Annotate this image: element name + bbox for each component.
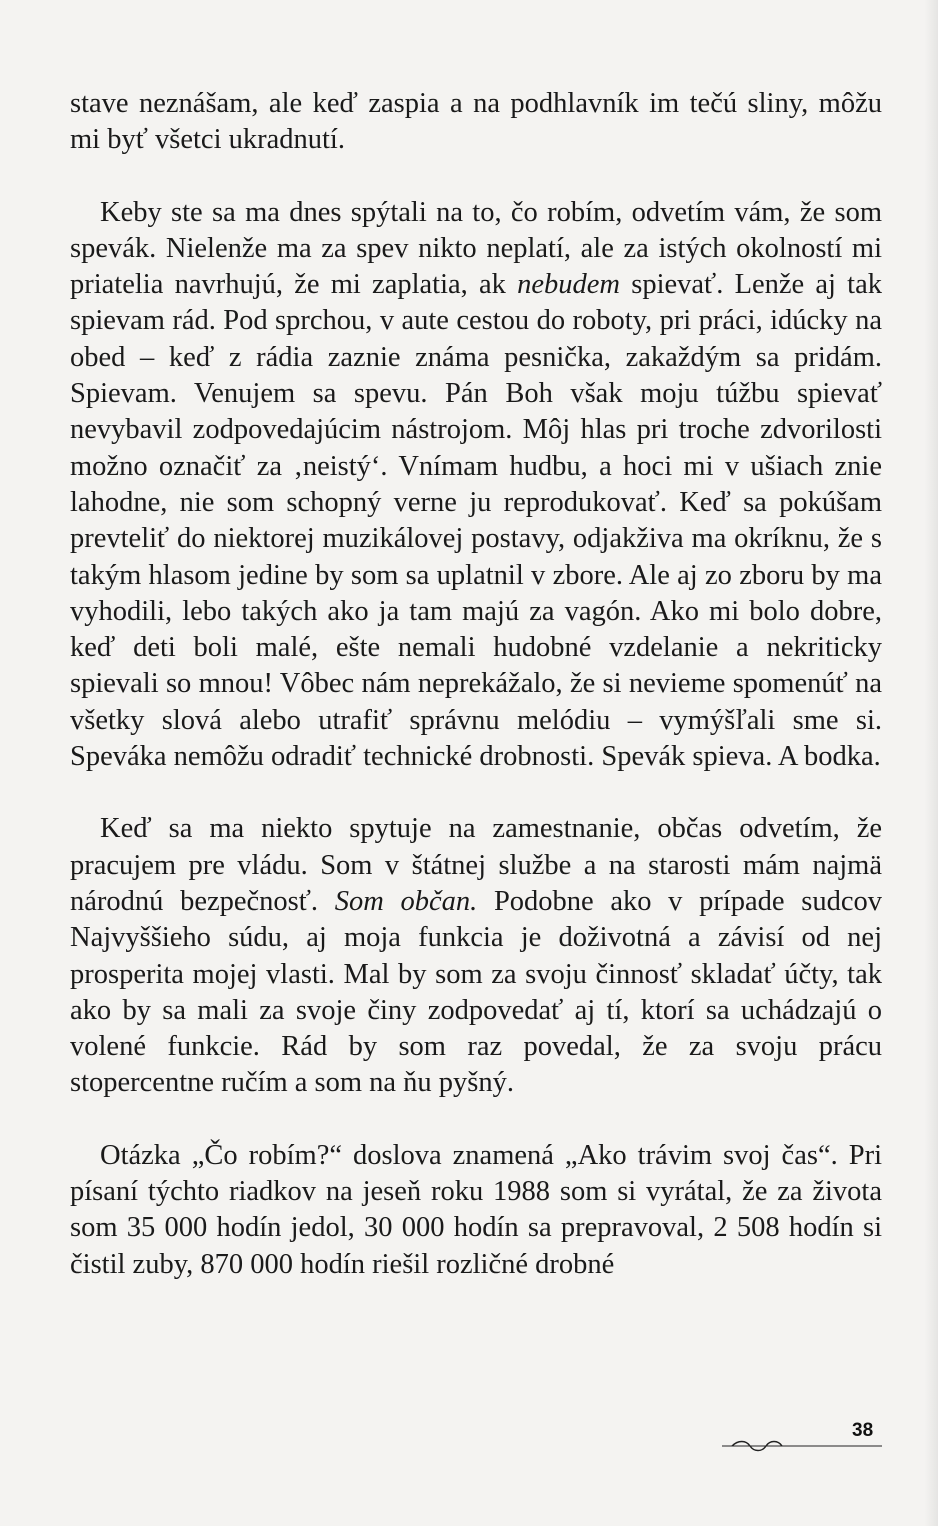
paragraph-text: Keby ste sa ma dnes spýtali na to, čo robím, odvetím vám, že som spevák. Nielenže ma za spev nikto neplatí, ale za istých okolností mi priatelia navrhujú, že mi zaplatia, ak: [70, 196, 882, 301]
paragraph-text: stave neznášam, ale keď zaspia a na podhlavník im tečú sliny, môžu mi byť všetci ukradnutí.: [70, 88, 882, 156]
paragraph: [70, 811, 882, 1101]
paragraph-gap: [70, 775, 882, 811]
paragraph-text: Otázka „Čo robím?“ doslova znamená „Ako trávim svoj čas“. Pri písaní týchto riadkov na jeseň roku 1988 som si vyrátal, že za života som 35 000 hodín jedol, 30 000 hodín sa prepravoval, 2 508 hodín si čistil zuby, 870 000 hodín riešil rozličné drobné: [70, 1139, 882, 1280]
paragraph: [70, 1138, 882, 1283]
body-text: [70, 86, 882, 1283]
paragraph: [70, 86, 882, 159]
paragraph-gap: [70, 159, 882, 195]
paragraph-gap: [70, 1102, 882, 1138]
emphasis-text: Som občan.: [334, 885, 478, 917]
paragraph: [70, 195, 882, 776]
page-edge-shadow: [924, 0, 938, 1526]
paragraph-text: spievať. Lenže aj tak spievam rád. Pod sprchou, v aute cestou do roboty, pri práci, idúcky na obed – keď z rádia zaznie známa pesnička, zakaždým sa pridám. Spievam. Venujem sa spevu. Pán Boh však moju túžbu spievať nevybavil zodpovedajúcim nástrojom. Môj hlas pri troche zdvorilosti možno označiť za ‚neistý‘. Vnímam hudbu, a hoci mi v ušiach znie lahodne, nie som schopný verne ju reprodukovať. Keď sa pokúšam prevteliť do niektorej muzikálovej postavy, odjakživa ma okríknu, že s takým hlasom jedine by som sa uplatnil v zbore. Ale aj zo zboru by ma vyhodili, lebo takých ako ja tam majú za vagón. Ako mi bolo dobre, keď deti boli malé, ešte nemali hudobné vzdelanie a nekriticky spievali so mnou! Vôbec nám neprekážalo, že si nevieme spomenúť na všetky slová alebo utrafiť správnu melódiu – vymýšľali sme si. Speváka nemôžu odradiť technické drobnosti. Spevák spieva. A bodka.: [70, 269, 882, 773]
paragraph-text: Podobne ako v prípade sudcov Najvyššieho súdu, aj moja funkcia je doživotná a závisí od nej prosperita mojej vlasti. Mal by som za svoju činnosť skladať účty, tak ako by sa mali za svoje činy zodpovedať aj tí, ktorí sa uchádzajú o volené funkcie. Rád by som raz povedal, že za svoju prácu stopercentne ručím a som na ňu pyšný.: [70, 885, 882, 1099]
paragraph-text: Keď sa ma niekto spytuje na zamestnanie, občas odvetím, že pracujem pre vládu. Som v štátnej službe a na starosti mám najmä národnú bezpečnosť.: [70, 813, 882, 917]
emphasis-text: nebudem: [517, 269, 621, 301]
page-number: 38: [852, 1420, 874, 1441]
